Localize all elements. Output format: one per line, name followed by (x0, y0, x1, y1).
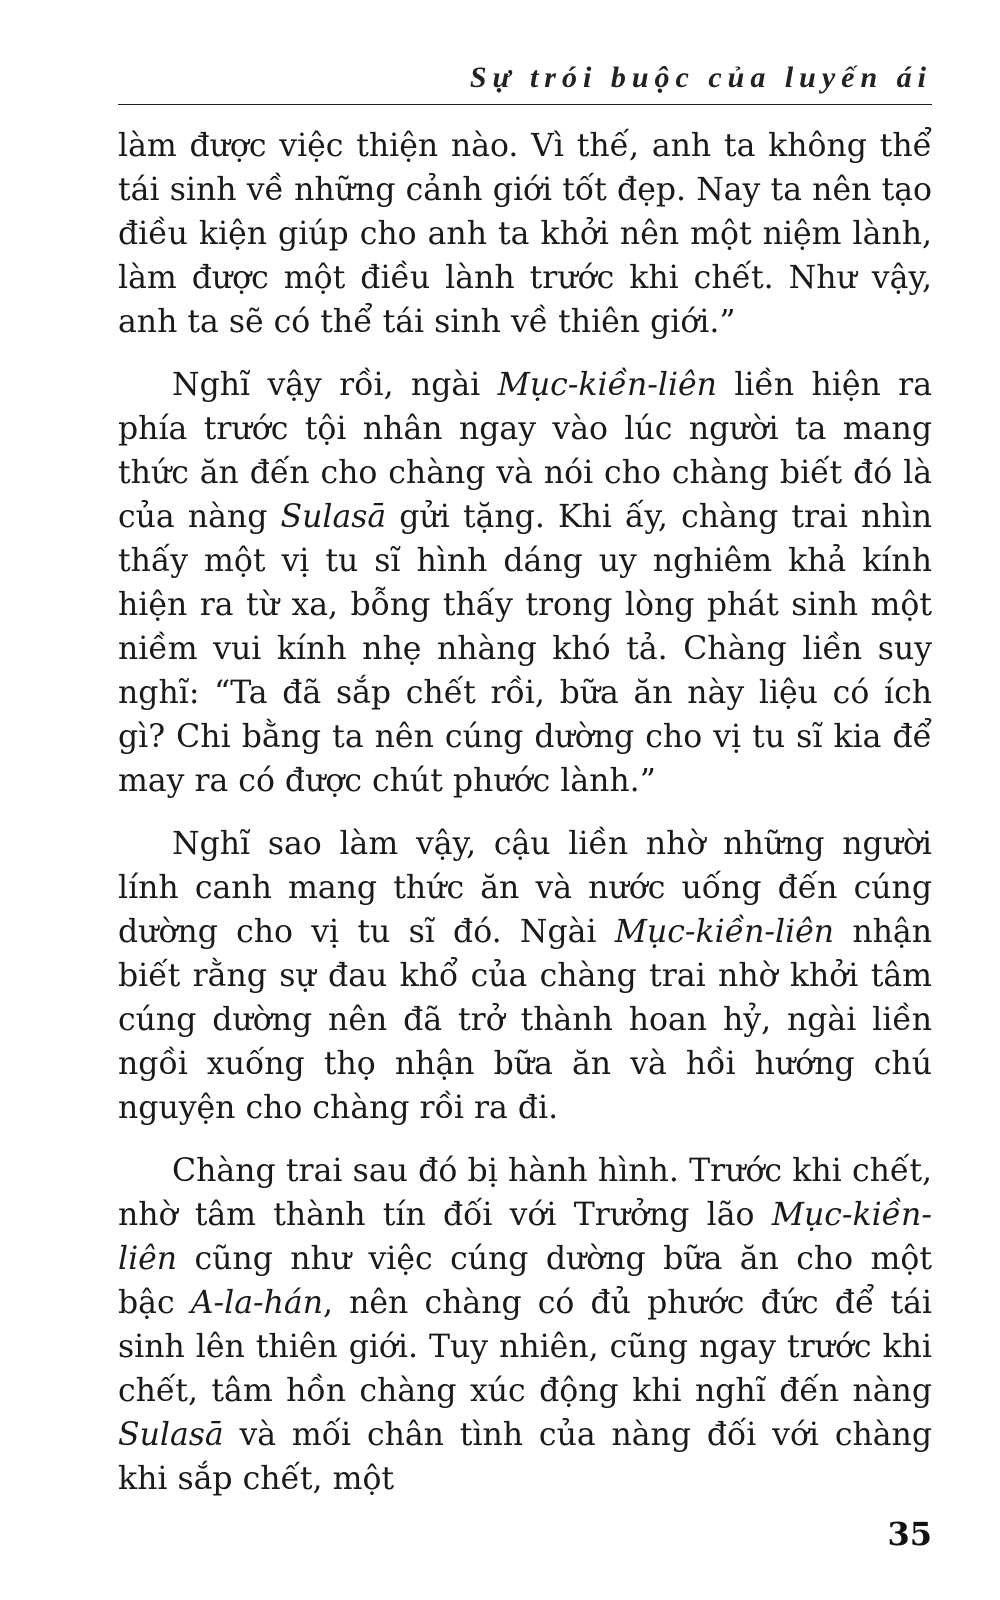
italic-name: Mục-kiền-liên (497, 367, 717, 403)
paragraph-3 (118, 822, 932, 1130)
text-segment: và mối chân tình của nàng đối với chàng khi sắp chết, một (118, 1417, 932, 1497)
body-text (118, 124, 932, 1520)
text-segment: làm được việc thiện nào. Vì thế, anh ta không thể tái sinh về những cảnh giới tốt đẹp. Nay ta nên tạo điều kiện giúp cho anh ta khởi nên một niệm lành, làm được một điều lành trước khi chết. Như vậy, anh ta sẽ có thể tái sinh về thiên giới.” (118, 128, 932, 340)
paragraph-2 (118, 363, 932, 803)
text-segment: gửi tặng. Khi ấy, chàng trai nhìn thấy một vị tu sĩ hình dáng uy nghiêm khả kính hiện ra từ xa, bỗng thấy trong lòng phát sinh một niềm vui kính nhẹ nhàng khó tả. Chàng liền suy nghĩ: “Ta đã sắp chết rồi, bữa ăn này liệu có ích gì? Chi bằng ta nên cúng dường cho vị tu sĩ kia để may ra có được chút phước lành.” (118, 499, 932, 799)
paragraph-4 (118, 1149, 932, 1501)
text-segment: Nghĩ vậy rồi, ngài (172, 367, 498, 403)
text-segment: Chàng trai sau đó bị hành hình. Trước khi chết, nhờ tâm thành tín đối với Trưởng lão (118, 1153, 932, 1233)
paragraph-1 (118, 124, 932, 344)
running-header (118, 58, 932, 105)
text-segment: liền hiện ra phía trước tội nhân ngay vào lúc người ta mang thức ăn đến cho chàng và nói cho chàng biết đó là của nàng (118, 367, 932, 535)
text-segment: cũng như việc cúng dường bữa ăn cho một bậc (118, 1241, 932, 1321)
running-title: Sự trói buộc của luyến ái (469, 61, 932, 94)
italic-name: Mục-kiền-liên (118, 1197, 932, 1277)
italic-name: Sulasā (118, 1417, 224, 1453)
italic-name: Mục-kiền-liên (614, 914, 835, 950)
italic-name: Sulasā (280, 499, 387, 535)
text-segment: , nên chàng có đủ phước đức để tái sinh lên thiên giới. Tuy nhiên, cũng ngay trước khi chết, tâm hồn chàng xúc động khi nghĩ đến nàng (118, 1285, 932, 1409)
text-segment: Nghĩ sao làm vậy, cậu liền nhờ những người lính canh mang thức ăn và nước uống đến cúng dường cho vị tu sĩ đó. Ngài (118, 826, 932, 950)
italic-name: A-la-hán (190, 1285, 323, 1321)
page-number: 35 (887, 1515, 932, 1553)
text-segment: nhận biết rằng sự đau khổ của chàng trai nhờ khởi tâm cúng dường nên đã trở thành hoan hỷ, ngài liền ngồi xuống thọ nhận bữa ăn và hồi hướng chú nguyện cho chàng rồi ra đi. (118, 914, 932, 1126)
